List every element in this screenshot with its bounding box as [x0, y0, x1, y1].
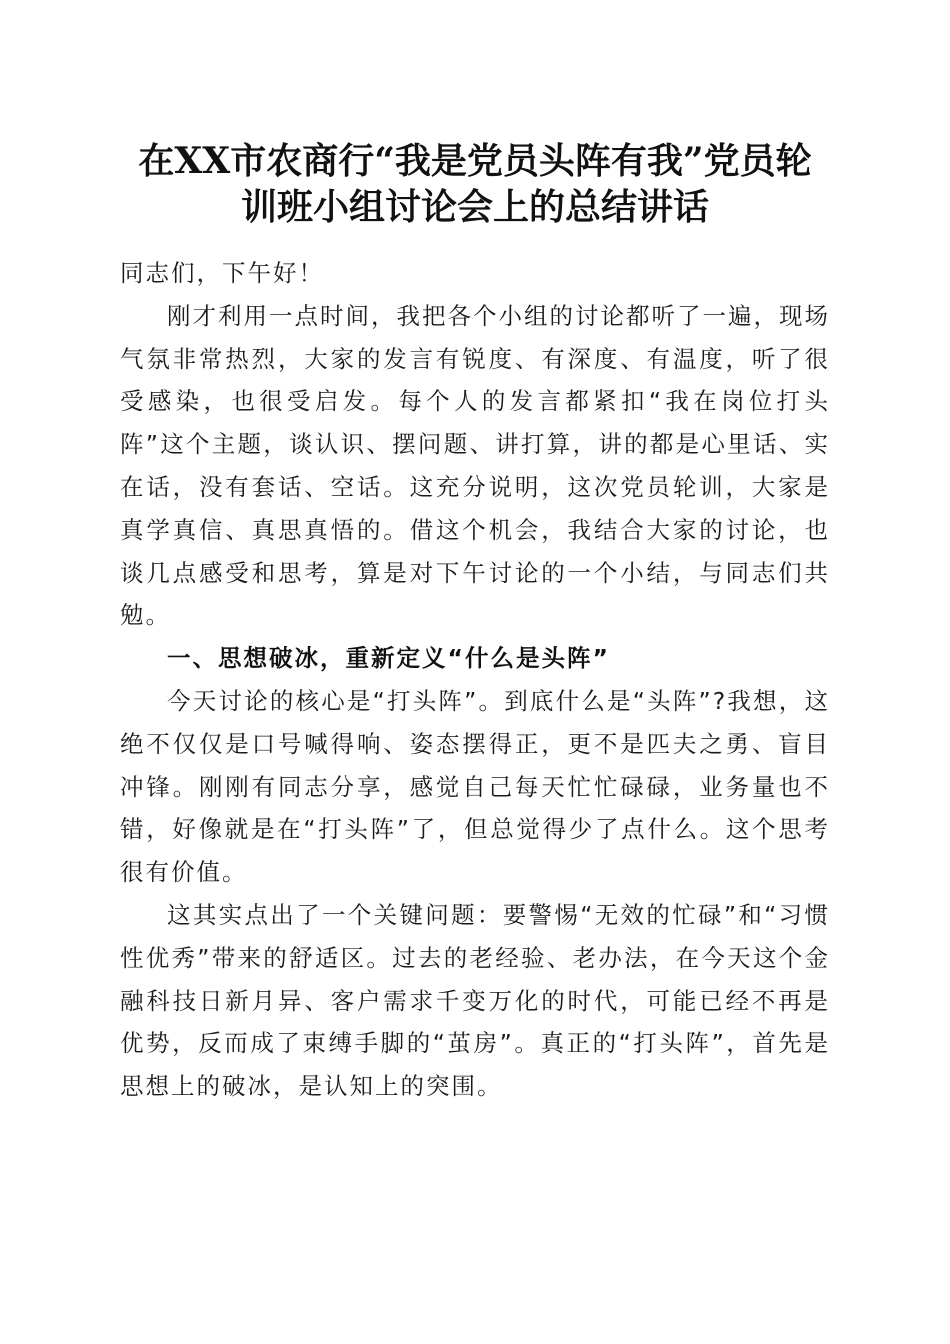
title-line-2: 训班小组讨论会上的总结讲话 — [240, 186, 709, 228]
title-line-1: 在XX市农商行“我是党员头阵有我”党员轮 — [138, 140, 812, 182]
paragraph-section-1: 今天讨论的核心是“打头阵”。到底什么是“头阵”?我想，这绝不仅仅是口号喊得响、姿态摆得正，更不是匹夫之勇、盲目冲锋。刚刚有同志分享，感觉自己每天忙忙碌碌，业务量也不错，好像就是在“打头阵”了，但总觉得少了点什么。这个思考很有价值。 — [120, 686, 830, 887]
paragraph-intro: 刚才利用一点时间，我把各个小组的讨论都听了一遍，现场气氛非常热烈，大家的发言有锐度、有深度、有温度，听了很受感染，也很受启发。每个人的发言都紧扣“我在岗位打头阵”这个主题，谈认识、摆问题、讲打算，讲的都是心里话、实在话，没有套话、空话。这充分说明，这次党员轮训，大家是真学真信、真思真悟的。借这个机会，我结合大家的讨论，也谈几点感受和思考，算是对下午讨论的一个小结，与同志们共勉。 — [120, 301, 830, 630]
document-title — [110, 138, 840, 230]
greeting: 同志们，下午好！ — [120, 259, 324, 287]
document-body — [120, 252, 830, 1108]
section-heading: 一、思想破冰，重新定义“什么是头阵” — [167, 644, 610, 673]
paragraph-section-2: 这其实点出了一个关键问题：要警惕“无效的忙碌”和“习惯性优秀”带来的舒适区。过去的老经验、老办法，在今天这个金融科技日新月异、客户需求千变万化的时代，可能已经不再是优势，反而成了束缚手脚的“茧房”。真正的“打头阵”，首先是思想上的破冰，是认知上的突围。 — [120, 900, 830, 1101]
